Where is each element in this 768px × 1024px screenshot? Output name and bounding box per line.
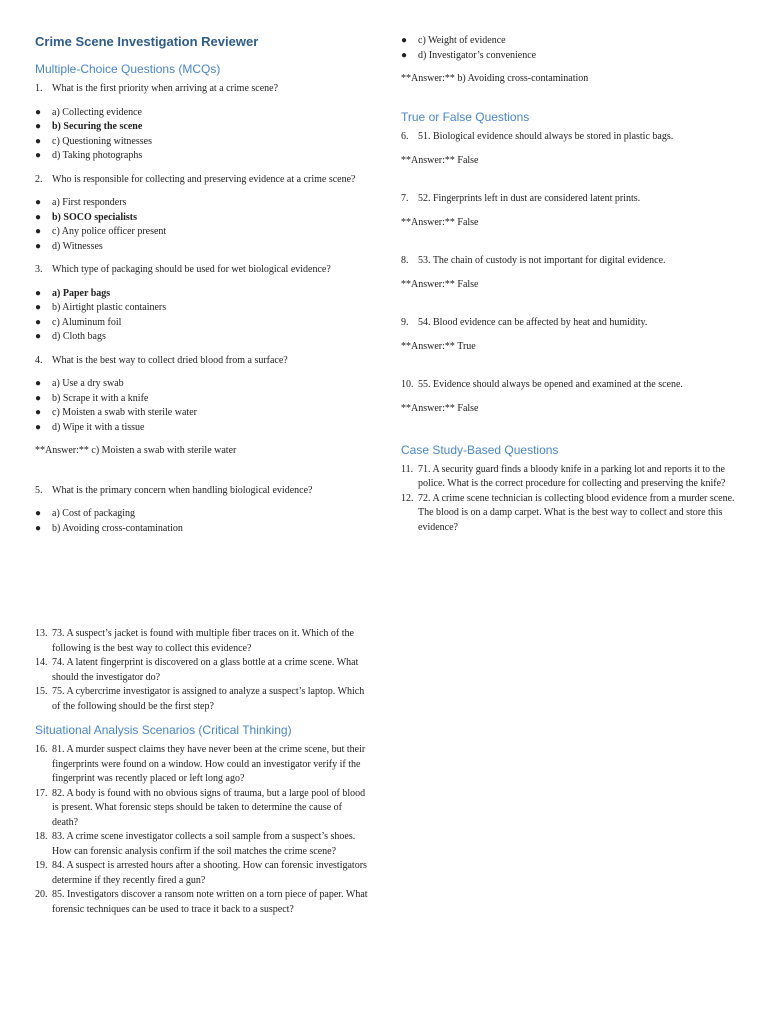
options-1 xyxy=(35,106,370,164)
question-number: 1. xyxy=(35,83,43,94)
situational-question-19: 19. 84. A suspect is arrested hours after a shooting. How can forensic investigators determine if they recently fired a gun? xyxy=(35,860,367,886)
question-text: Who is responsible for collecting and preserving evidence at a crime scene? xyxy=(52,173,356,185)
question-number: 5. xyxy=(35,484,43,496)
question-1 xyxy=(35,82,370,97)
option-correct: ● b) Securing the scene xyxy=(35,120,370,135)
bullet-icon: ● xyxy=(35,508,42,519)
option-correct: ● a) Paper bags xyxy=(35,287,370,302)
case-question-14: 14. 74. A latent fingerprint is discovered on a glass bottle at a crime scene. What should the investigator do? xyxy=(35,657,359,683)
tf-answer-10: **Answer:** False xyxy=(401,403,479,414)
bullet-icon: ● xyxy=(35,211,42,223)
situational-question-16: 16. 81. A murder suspect claims they have never been at the crime scene, but their fingerprints were found on a window. How could an investigator verify if the fingerprint was recently placed or left long ago? xyxy=(35,744,366,784)
bullet-icon: ● xyxy=(35,106,42,118)
bullet-icon: ● xyxy=(35,378,42,389)
question-text: What is the best way to collect dried blood from a surface? xyxy=(52,354,288,366)
question-3 xyxy=(35,263,370,278)
option: ● c) Questioning witnesses xyxy=(35,135,370,150)
question-text: What is the first priority when arriving at a crime scene? xyxy=(52,83,279,94)
case-heading: Case Study-Based Questions xyxy=(401,442,559,457)
tf-answer-8: **Answer:** False xyxy=(401,279,479,290)
bullet-icon: ● xyxy=(35,197,42,208)
option: ● d) Investigator’s convenience xyxy=(401,49,736,64)
situational-heading: Situational Analysis Scenarios (Critical Thinking) xyxy=(35,723,292,737)
bullet-icon: ● xyxy=(35,407,42,418)
options-5-continued xyxy=(401,34,736,63)
option: ● b) Scrape it with a knife xyxy=(35,392,370,407)
tf-question-10: 10. 55. Evidence should always be opened and examined at the scene. xyxy=(401,378,683,390)
case-question-15: 15. 75. A cybercrime investigator is assigned to analyze a suspect’s laptop. Which of the following should be the first step? xyxy=(35,686,365,712)
option: ● b) Avoiding cross-contamination xyxy=(35,522,370,537)
option: ● c) Any police officer present xyxy=(35,225,370,240)
options-2 xyxy=(35,196,370,254)
bullet-icon: ● xyxy=(35,316,42,328)
option: ● a) Collecting evidence xyxy=(35,106,370,121)
bullet-icon: ● xyxy=(35,240,42,252)
bullet-icon: ● xyxy=(35,135,42,147)
case-question-12: 12. 72. A crime scene technician is collecting blood evidence from a murder scene. The blood is on a damp carpet. What is the best way to collect and store this evidence? xyxy=(401,492,735,533)
question-number: 2. xyxy=(35,173,43,185)
question-text: Which type of packaging should be used for wet biological evidence? xyxy=(52,264,331,275)
option: ● c) Moisten a swab with sterile water xyxy=(35,406,370,421)
situational-question-20: 20. 85. Investigators discover a ransom note written on a torn piece of paper. What forensic techniques can be used to trace it back to a suspect? xyxy=(35,889,368,915)
question-5 xyxy=(35,484,370,499)
question-number: 4. xyxy=(35,354,43,366)
option: ● d) Wipe it with a tissue xyxy=(35,421,370,436)
situational-question-17: 17. 82. A body is found with no obvious signs of trauma, but a large pool of blood is present. What forensic steps should be taken to determine the cause of death? xyxy=(35,787,366,828)
bullet-icon: ● xyxy=(35,421,42,433)
document-title: Crime Scene Investigation Reviewer xyxy=(35,34,259,49)
bullet-icon: ● xyxy=(401,35,408,46)
question-2 xyxy=(35,173,370,188)
question-number: 3. xyxy=(35,264,43,275)
answer-4: **Answer:** c) Moisten a swab with sterile water xyxy=(35,445,237,456)
tf-question-7: 7. 52. Fingerprints left in dust are considered latent prints. xyxy=(401,192,641,204)
option: ● a) Cost of packaging xyxy=(35,507,370,522)
right-column xyxy=(401,34,736,535)
tf-answer-9: **Answer:** True xyxy=(401,341,476,352)
bullet-icon: ● xyxy=(401,49,408,61)
question-4 xyxy=(35,354,370,369)
option: ● a) Use a dry swab xyxy=(35,377,370,392)
case-question-13: 13. 73. A suspect’s jacket is found with multiple fiber traces on it. Which of the following is the best way to collect this evidence? xyxy=(35,628,354,654)
options-4 xyxy=(35,377,370,435)
bullet-icon: ● xyxy=(35,121,42,132)
left-column-bottom xyxy=(35,627,370,917)
tf-question-8: 8. 53. The chain of custody is not important for digital evidence. xyxy=(401,254,666,266)
options-3 xyxy=(35,287,370,345)
bullet-icon: ● xyxy=(35,331,42,342)
question-text: What is the primary concern when handling biological evidence? xyxy=(52,484,313,496)
bullet-icon: ● xyxy=(35,287,42,299)
mcq-heading: Multiple-Choice Questions (MCQs) xyxy=(35,62,221,76)
option: ● d) Taking photographs xyxy=(35,149,370,164)
tf-answer-7: **Answer:** False xyxy=(401,217,479,228)
option: ● b) Airtight plastic containers xyxy=(35,301,370,316)
option: ● c) Weight of evidence xyxy=(401,34,736,49)
tf-heading: True or False Questions xyxy=(401,109,530,124)
answer-5: **Answer:** b) Avoiding cross-contamination xyxy=(401,73,589,84)
situational-question-18: 18. 83. A crime scene investigator collects a soil sample from a suspect’s shoes. How can forensic analysis confirm if the soil matches the crime scene? xyxy=(35,831,356,857)
case-question-11: 11. 71. A security guard finds a bloody knife in a parking lot and reports it to the police. What is the correct procedure for collecting and preserving the knife? xyxy=(401,463,726,489)
option: ● a) First responders xyxy=(35,196,370,211)
bullet-icon: ● xyxy=(35,150,42,161)
tf-question-6: 6. 51. Biological evidence should always be stored in plastic bags. xyxy=(401,130,674,142)
option: ● d) Witnesses xyxy=(35,240,370,255)
tf-answer-6: **Answer:** False xyxy=(401,155,479,166)
bullet-icon: ● xyxy=(35,302,42,313)
option: ● c) Aluminum foil xyxy=(35,316,370,331)
bullet-icon: ● xyxy=(35,522,42,534)
option-correct: ● b) SOCO specialists xyxy=(35,211,370,226)
option: ● d) Cloth bags xyxy=(35,330,370,345)
left-column-top xyxy=(35,34,370,545)
tf-question-9: 9. 54. Blood evidence can be affected by heat and humidity. xyxy=(401,316,648,328)
bullet-icon: ● xyxy=(35,392,42,404)
bullet-icon: ● xyxy=(35,226,42,237)
options-5 xyxy=(35,507,370,536)
